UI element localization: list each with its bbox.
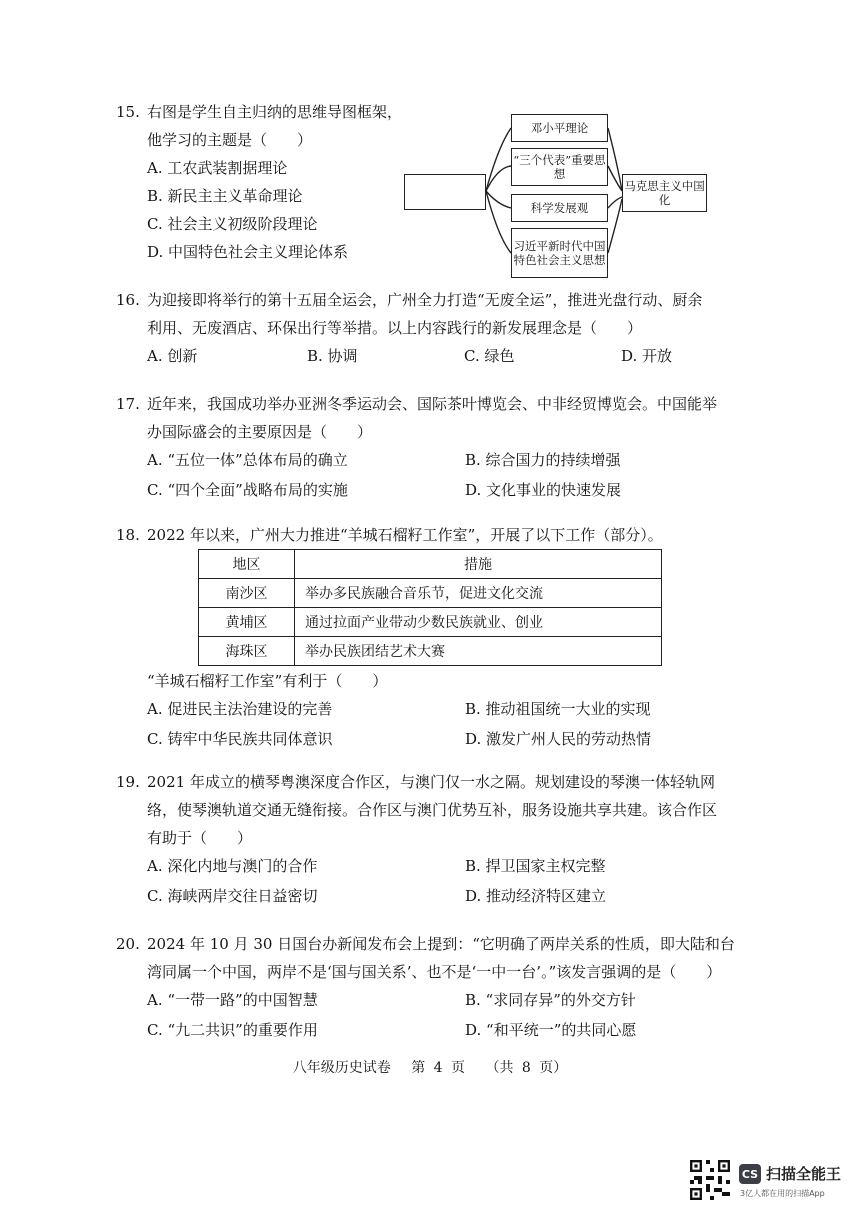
question-stem-line: 近年来，我国成功举办亚洲冬季运动会、国际茶叶博览会、中非经贸博览会。中国能举 (147, 395, 718, 413)
connector-line (608, 199, 622, 253)
question-stem-line: 2022 年以来，广州大力推进“羊城石榴籽工作室”，开展了以下工作（部分）。 (147, 526, 663, 544)
options-row (116, 342, 756, 370)
question-stem-line: 利用、无废酒店、环保出行等举措。以上内容践行的新发展理念是（ ） (147, 319, 643, 337)
mind-map-box-marxism-sinicization: 马克思主义中国化 (622, 174, 707, 212)
question-stem-line: 2024 年 10 月 30 日国台办新闻发布会上提到：“它明确了两岸关系的性质，即大陆和台 (147, 935, 735, 953)
options-row (116, 986, 766, 1016)
mind-map-blank-box (404, 174, 486, 210)
question-number: 20. (116, 935, 140, 953)
page-footer (0, 1057, 860, 1077)
question-stem-line: 办国际盛会的主要原因是（ ） (147, 423, 373, 441)
question-number: 15. (116, 103, 140, 121)
mind-map-box-deng: 邓小平理论 (511, 114, 608, 142)
option-a: A. 深化内地与澳门的合作 (147, 857, 318, 875)
table-row (199, 608, 662, 637)
table-header-row (199, 550, 662, 579)
option-b: B. “求同存异”的外交方针 (465, 991, 636, 1009)
option-c: C. 绿色 (464, 347, 515, 365)
option-d: D. 开放 (621, 347, 673, 365)
option-d: D. 文化事业的快速发展 (465, 481, 622, 499)
option-a: A. 工农武装割据理论 (147, 159, 288, 177)
table-cell-region: 黄埔区 (199, 608, 295, 637)
question-number: 19. (116, 773, 140, 791)
footer-total-pages: （共 8 页） (485, 1060, 568, 1076)
question-number: 17. (116, 395, 140, 413)
table-cell-measure: 通过拉面产业带动少数民族就业、创业 (295, 608, 662, 637)
question-18 (116, 521, 756, 549)
option-d: D. 中国特色社会主义理论体系 (147, 243, 349, 261)
question-stem-line: 他学习的主题是（ ） (147, 131, 313, 149)
camscanner-logo-icon: CS (739, 1164, 761, 1184)
question-stem-line: 湾同属一个中国，两岸不是‘国与国关系’、也不是‘一中一台’。”该发言强调的是（ ） (147, 963, 722, 981)
option-a: A. 创新 (147, 347, 198, 365)
qr-code-icon (690, 1160, 730, 1200)
option-d: D. “和平统一”的共同心愿 (465, 1021, 637, 1039)
options-row (116, 695, 756, 725)
mind-map-diagram (400, 107, 720, 285)
question-stem-line: 2021 年成立的横琴粤澳深度合作区，与澳门仅一水之隔。规划建设的琴澳一体轻轨网 (147, 773, 715, 791)
mind-map-box-xi-thought: 习近平新时代中国特色社会主义思想 (511, 228, 608, 278)
table-row (199, 579, 662, 608)
option-c: C. “九二共识”的重要作用 (147, 1021, 318, 1039)
option-c: C. 海峡两岸交往日益密切 (147, 887, 318, 905)
question-18-followup (116, 667, 756, 755)
options-row (116, 725, 756, 755)
footer-subject: 八年级历史试卷 (292, 1060, 391, 1076)
options-row (116, 1016, 766, 1046)
table-header-measures: 措施 (295, 550, 662, 579)
question-17 (116, 390, 756, 506)
options-row (116, 882, 756, 912)
footer-page-number: 第 4 页 (411, 1060, 465, 1076)
measures-table (198, 549, 662, 666)
option-d: D. 推动经济特区建立 (465, 887, 607, 905)
table-cell-region: 南沙区 (199, 579, 295, 608)
option-a: A. “五位一体”总体布局的确立 (147, 451, 348, 469)
table-cell-region: 海珠区 (199, 637, 295, 666)
table-cell-measure: 举办多民族融合音乐节，促进文化交流 (295, 579, 662, 608)
question-15 (116, 98, 402, 266)
question-stem-line: 络，使琴澳轨道交通无缝衔接。合作区与澳门优势互补，服务设施共享共建。该合作区 (147, 801, 718, 819)
options-row (116, 446, 756, 476)
question-stem-line: 右图是学生自主归纳的思维导图框架， (147, 103, 403, 121)
options-row (116, 852, 756, 882)
option-b: B. 捍卫国家主权完整 (465, 857, 606, 875)
option-c: C. “四个全面”战略布局的实施 (147, 481, 348, 499)
question-stem-line: “羊城石榴籽工作室”有利于（ ） (147, 672, 388, 690)
question-number: 16. (116, 291, 140, 309)
question-stem-line: 有助于（ ） (147, 829, 253, 847)
connector-line (486, 128, 511, 191)
question-16 (116, 286, 756, 370)
mind-map-box-three-represents: “三个代表”重要思想 (511, 148, 608, 186)
option-b: B. 新民主主义革命理论 (147, 187, 303, 205)
option-a: A. “一带一路”的中国智慧 (147, 991, 318, 1009)
option-d: D. 激发广州人民的劳动热情 (465, 730, 652, 748)
camscanner-name: 扫描全能王 (766, 1165, 842, 1183)
table-header-region: 地区 (199, 550, 295, 579)
question-stem-line: 为迎接即将举行的第十五届全运会，广州全力打造“无废全运”，推进光盘行动、厨余 (147, 291, 703, 309)
connector-line (608, 128, 622, 191)
question-20 (116, 930, 766, 1046)
question-number: 18. (116, 526, 140, 544)
option-c: C. 社会主义初级阶段理论 (147, 215, 318, 233)
option-c: C. 铸牢中华民族共同体意识 (147, 730, 333, 748)
option-b: B. 综合国力的持续增强 (465, 451, 621, 469)
camscanner-tagline: 3亿人都在用的扫描App (740, 1189, 825, 1198)
option-b: B. 推动祖国统一大业的实现 (465, 700, 651, 718)
table-row (199, 637, 662, 666)
option-a: A. 促进民主法治建设的完善 (147, 700, 333, 718)
option-b: B. 协调 (307, 347, 358, 365)
table-cell-measure: 举办民族团结艺术大赛 (295, 637, 662, 666)
mind-map-box-scientific-development: 科学发展观 (511, 194, 608, 222)
options-row (116, 476, 756, 506)
connector-line (486, 191, 511, 253)
question-19 (116, 768, 756, 912)
